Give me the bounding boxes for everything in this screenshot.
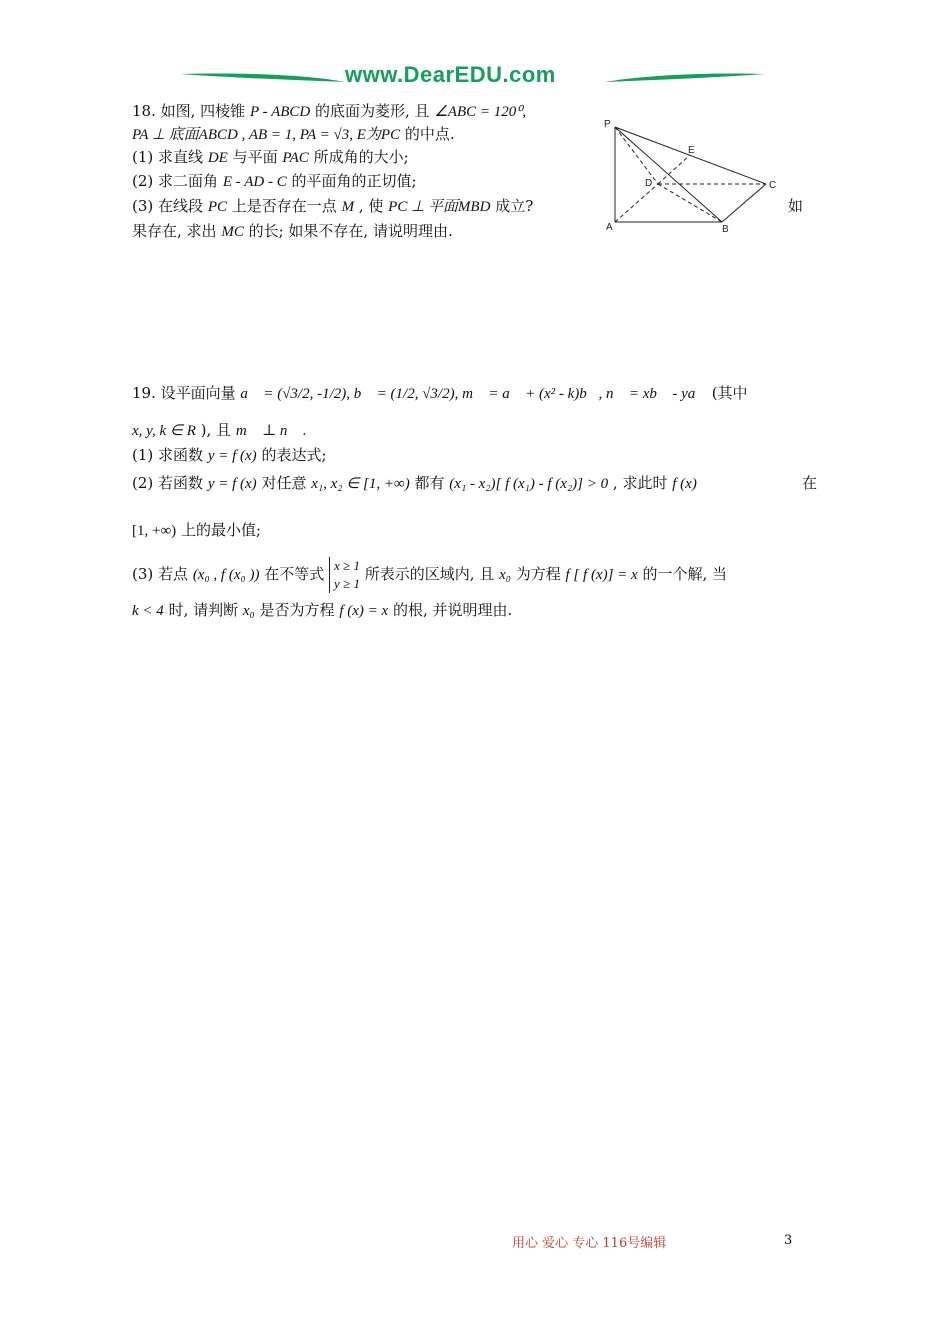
label-a: A: [606, 222, 613, 233]
q19-text: 所表示的区域内, 且: [364, 565, 495, 583]
label-d: D: [645, 178, 653, 189]
q19-text: 的一个解, 当: [642, 565, 728, 583]
q19-text: 的根, 并说明理由.: [392, 601, 513, 619]
q19-line-7: [132, 600, 512, 621]
inequality-system: [329, 557, 360, 593]
header-swoosh-right: [600, 66, 780, 88]
q19-line-3: [132, 445, 327, 466]
q19-vectors: a⃗ = (√3/2, -1/2), b⃗ = (1/2, √3/2), m⃗ = a⃗ + (x² - k)b⃗, n⃗ = xb⃗ - ya⃗: [240, 386, 707, 402]
q19-math: f (x): [672, 476, 697, 492]
q18-math: E - AD - C: [222, 174, 287, 190]
q19-line-4-wrap: 在: [802, 474, 818, 492]
q19-text: 对任意: [261, 474, 307, 492]
q18-line-2: [132, 124, 455, 145]
q18-math: DE: [207, 150, 228, 166]
pyramid-figure: [598, 115, 788, 240]
q18-math: PA ⊥ 底面ABCD , AB = 1, PA = √3, E为PC: [132, 127, 401, 143]
q19-math: (x₁ - x₂)[ f (x₁) - f (x₂)] > 0: [449, 476, 609, 492]
q18-math: MC: [221, 224, 244, 240]
q19-text: (1) 求函数: [132, 446, 204, 464]
q18-text: (3) 在线段: [132, 197, 204, 215]
q18-line-6: [132, 221, 453, 242]
q19-line-2: [132, 420, 307, 441]
q19-math: x ≥ 1: [334, 558, 360, 573]
q19-math: x₀: [499, 567, 511, 583]
q19-text: (其中: [711, 384, 748, 402]
edge-ad: [615, 184, 658, 222]
q18-text: (2) 求二面角: [132, 172, 219, 190]
q19-text: (3) 若点: [132, 565, 189, 583]
footer-text: 用心 爱心 专心 116号编辑: [512, 1236, 667, 1251]
q19-math: y ≥ 1: [334, 576, 360, 591]
q18-line-4: [132, 171, 417, 192]
q18-math: PC: [207, 199, 227, 215]
q18-text: (1) 求直线: [132, 148, 204, 166]
q19-text: (2) 若函数: [132, 474, 204, 492]
q19-line-1: [132, 383, 748, 404]
q19-text: 上的最小值;: [180, 521, 261, 539]
q18-math: PAC: [282, 150, 309, 166]
q18-text: 果存在, 求出: [132, 222, 217, 240]
q19-text: 为方程: [515, 565, 561, 583]
q18-math: ∠ABC = 120⁰,: [434, 104, 527, 120]
q18-text: , 使: [358, 197, 384, 215]
q18-line-5-wrap: 如: [788, 197, 804, 215]
edge-db: [658, 184, 722, 222]
site-logo: www.DearEDU.com: [345, 62, 556, 87]
q19-math: y = f (x): [207, 448, 257, 464]
q19-text: 都有: [414, 474, 445, 492]
q19-math: x, y, k ∈ R: [132, 423, 196, 439]
q19-math: x₁, x₂ ∈ [1, +∞): [311, 476, 410, 492]
q19-text: 时, 请判断: [168, 601, 239, 619]
q18-math: PC ⊥ 平面MBD: [388, 199, 491, 215]
q19-math: x₀: [242, 603, 255, 619]
q18-text: 所成角的大小;: [313, 148, 409, 166]
q19-line-5: [132, 520, 261, 541]
q19-math: m⃗ ⊥ n⃗ .: [235, 423, 307, 439]
q19-text: 是否为方程: [259, 601, 335, 619]
q18-text: 的中点.: [404, 125, 455, 143]
q19-text: , 求此时: [612, 474, 668, 492]
q18-text: 上是否存在一点: [231, 197, 337, 215]
q18-line-5: [132, 196, 533, 217]
label-c: C: [769, 180, 777, 191]
q19-math: [1, +∞): [132, 523, 177, 539]
q18-text: 的底面为菱形, 且: [315, 102, 430, 120]
q18-text: 的平面角的正切值;: [291, 172, 417, 190]
q19-text: 19. 设平面向量: [132, 384, 236, 402]
q19-math: f (x) = x: [339, 603, 389, 619]
q18-math: P - ABCD: [249, 104, 311, 120]
q18-math: M: [341, 199, 355, 215]
label-e: E: [688, 145, 695, 156]
q19-line-6: [132, 557, 727, 593]
label-p: P: [604, 119, 611, 130]
q18-text: 与平面: [232, 148, 278, 166]
q19-text: 在不等式: [264, 565, 325, 583]
q18-text: 18. 如图, 四棱锥: [132, 102, 246, 120]
q18-text: 的长; 如果不存在, 请说明理由.: [248, 222, 453, 240]
q18-line-3: [132, 147, 409, 168]
q18-line-1: [132, 101, 526, 122]
q19-math: (x₀ , f (x₀ )): [192, 567, 260, 583]
q19-math: y = f (x): [207, 476, 257, 492]
q19-math: f [ f (x)] = x: [565, 567, 638, 583]
edge-bc: [722, 184, 766, 222]
label-b: B: [722, 224, 729, 235]
q19-text: 的表达式;: [261, 446, 327, 464]
q18-text: 成立?: [495, 197, 534, 215]
q19-math: k < 4: [132, 603, 164, 619]
q19-line-4: [132, 473, 697, 494]
page-number: 3: [784, 1233, 793, 1248]
q19-text: ), 且: [200, 421, 232, 439]
